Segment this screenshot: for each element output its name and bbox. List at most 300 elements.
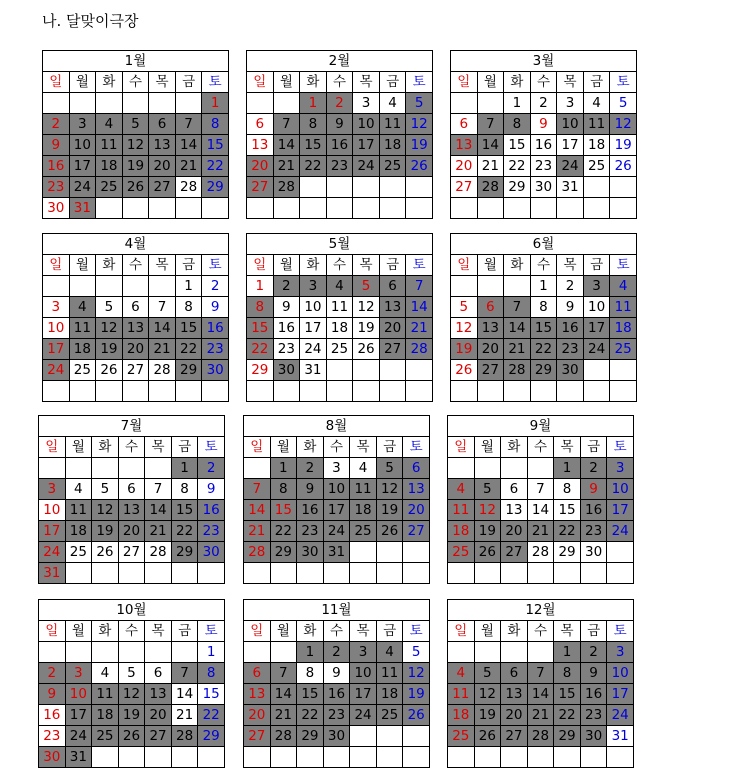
- day-cell: 8: [247, 297, 274, 318]
- empty-cell: [149, 381, 176, 402]
- weekday-header: 화: [96, 72, 123, 93]
- day-cell: 31: [300, 360, 327, 381]
- day-cell: 7: [406, 276, 433, 297]
- weekday-header: 수: [118, 621, 145, 642]
- day-cell: 23: [530, 156, 557, 177]
- day-cell: 24: [300, 339, 327, 360]
- month-calendar: [246, 50, 433, 219]
- day-cell: 4: [69, 297, 96, 318]
- day-cell: 30: [273, 360, 300, 381]
- day-cell: 1: [171, 458, 198, 479]
- day-cell: 30: [202, 360, 229, 381]
- day-cell: 6: [122, 297, 149, 318]
- empty-cell: [610, 360, 637, 381]
- empty-cell: [557, 381, 584, 402]
- empty-cell: [69, 276, 96, 297]
- day-cell: 17: [350, 684, 377, 705]
- day-cell: 24: [65, 726, 92, 747]
- month-title: 10월: [39, 600, 225, 621]
- day-cell: 3: [607, 458, 634, 479]
- empty-cell: [580, 563, 607, 584]
- day-cell: 9: [326, 114, 353, 135]
- day-cell: 21: [244, 521, 271, 542]
- weekday-header: 일: [451, 255, 478, 276]
- month-calendar: [38, 599, 225, 768]
- day-cell: 26: [474, 542, 501, 563]
- day-cell: 17: [69, 156, 96, 177]
- weekday-header: 금: [175, 255, 202, 276]
- day-cell: 30: [580, 542, 607, 563]
- day-cell: 29: [530, 360, 557, 381]
- day-cell: 20: [247, 156, 274, 177]
- day-cell: 21: [273, 156, 300, 177]
- day-cell: 2: [580, 642, 607, 663]
- day-cell: 3: [39, 479, 66, 500]
- empty-cell: [477, 93, 504, 114]
- day-cell: 20: [379, 318, 406, 339]
- day-cell: 31: [557, 177, 584, 198]
- weekday-header: 토: [406, 255, 433, 276]
- day-cell: 12: [353, 297, 380, 318]
- day-cell: 19: [474, 521, 501, 542]
- day-cell: 5: [96, 297, 123, 318]
- empty-cell: [69, 93, 96, 114]
- day-cell: 13: [501, 684, 528, 705]
- empty-cell: [583, 381, 610, 402]
- day-cell: 4: [610, 276, 637, 297]
- day-cell: 1: [175, 276, 202, 297]
- weekday-header: 목: [353, 255, 380, 276]
- day-cell: 26: [403, 705, 430, 726]
- day-cell: 25: [448, 726, 475, 747]
- weekday-header: 화: [96, 255, 123, 276]
- day-cell: 26: [118, 726, 145, 747]
- empty-cell: [610, 177, 637, 198]
- day-cell: 9: [39, 684, 66, 705]
- empty-cell: [122, 198, 149, 219]
- empty-cell: [43, 93, 70, 114]
- day-cell: 14: [244, 500, 271, 521]
- empty-cell: [118, 642, 145, 663]
- empty-cell: [326, 381, 353, 402]
- month-title: 9월: [448, 416, 634, 437]
- day-cell: 19: [406, 135, 433, 156]
- day-cell: 10: [69, 135, 96, 156]
- weekday-header: 일: [451, 72, 478, 93]
- day-cell: 8: [297, 663, 324, 684]
- day-cell: 27: [477, 360, 504, 381]
- weekday-header: 일: [448, 437, 475, 458]
- empty-cell: [474, 563, 501, 584]
- weekday-header: 수: [527, 621, 554, 642]
- empty-cell: [379, 177, 406, 198]
- empty-cell: [530, 198, 557, 219]
- day-cell: 20: [118, 521, 145, 542]
- day-cell: 6: [149, 114, 176, 135]
- empty-cell: [244, 642, 271, 663]
- day-cell: 1: [198, 642, 225, 663]
- day-cell: 14: [149, 318, 176, 339]
- weekday-header: 금: [583, 255, 610, 276]
- day-cell: 10: [39, 500, 66, 521]
- day-cell: 25: [65, 542, 92, 563]
- day-cell: 3: [300, 276, 327, 297]
- empty-cell: [92, 563, 119, 584]
- day-cell: 3: [65, 663, 92, 684]
- weekday-header: 일: [43, 255, 70, 276]
- empty-cell: [247, 198, 274, 219]
- day-cell: 29: [247, 360, 274, 381]
- empty-cell: [39, 642, 66, 663]
- day-cell: 20: [501, 521, 528, 542]
- weekday-header: 수: [326, 255, 353, 276]
- day-cell: 2: [297, 458, 324, 479]
- day-cell: 17: [300, 318, 327, 339]
- empty-cell: [202, 381, 229, 402]
- weekday-header: 수: [122, 255, 149, 276]
- day-cell: 30: [557, 360, 584, 381]
- month-calendar: [42, 50, 229, 219]
- day-cell: 29: [554, 726, 581, 747]
- weekday-header: 금: [379, 255, 406, 276]
- empty-cell: [403, 747, 430, 768]
- weekday-header: 화: [501, 437, 528, 458]
- empty-cell: [96, 276, 123, 297]
- day-cell: 24: [350, 705, 377, 726]
- month-title: 1월: [43, 51, 229, 72]
- weekday-header: 화: [504, 72, 531, 93]
- day-cell: 7: [527, 663, 554, 684]
- day-cell: 8: [202, 114, 229, 135]
- day-cell: 20: [244, 705, 271, 726]
- day-cell: 20: [149, 156, 176, 177]
- day-cell: 10: [607, 479, 634, 500]
- day-cell: 30: [39, 747, 66, 768]
- day-cell: 22: [171, 521, 198, 542]
- day-cell: 5: [92, 479, 119, 500]
- day-cell: 12: [118, 684, 145, 705]
- empty-cell: [527, 458, 554, 479]
- day-cell: 15: [247, 318, 274, 339]
- weekday-header: 금: [171, 621, 198, 642]
- day-cell: 5: [474, 479, 501, 500]
- day-cell: 19: [610, 135, 637, 156]
- empty-cell: [406, 360, 433, 381]
- day-cell: 15: [297, 684, 324, 705]
- day-cell: 7: [273, 114, 300, 135]
- empty-cell: [583, 177, 610, 198]
- day-cell: 3: [353, 93, 380, 114]
- day-cell: 20: [403, 500, 430, 521]
- day-cell: 31: [69, 198, 96, 219]
- empty-cell: [527, 563, 554, 584]
- day-cell: 11: [69, 318, 96, 339]
- empty-cell: [474, 747, 501, 768]
- day-cell: 19: [92, 521, 119, 542]
- day-cell: 2: [43, 114, 70, 135]
- weekday-header: 월: [270, 437, 297, 458]
- day-cell: 5: [474, 663, 501, 684]
- empty-cell: [65, 563, 92, 584]
- day-cell: 12: [610, 114, 637, 135]
- day-cell: 23: [198, 521, 225, 542]
- day-cell: 30: [530, 177, 557, 198]
- weekday-header: 월: [273, 72, 300, 93]
- weekday-header: 월: [69, 72, 96, 93]
- month-title: 11월: [244, 600, 430, 621]
- day-cell: 25: [350, 521, 377, 542]
- weekday-header: 목: [149, 255, 176, 276]
- day-cell: 16: [557, 318, 584, 339]
- weekday-header: 목: [557, 72, 584, 93]
- weekday-header: 목: [145, 437, 172, 458]
- day-cell: 7: [527, 479, 554, 500]
- empty-cell: [96, 381, 123, 402]
- day-cell: 16: [580, 500, 607, 521]
- empty-cell: [353, 177, 380, 198]
- day-cell: 31: [607, 726, 634, 747]
- day-cell: 16: [580, 684, 607, 705]
- day-cell: 17: [39, 521, 66, 542]
- day-cell: 8: [554, 479, 581, 500]
- day-cell: 22: [247, 339, 274, 360]
- weekday-header: 화: [300, 255, 327, 276]
- empty-cell: [403, 726, 430, 747]
- empty-cell: [96, 93, 123, 114]
- weekday-header: 일: [39, 437, 66, 458]
- day-cell: 24: [69, 177, 96, 198]
- empty-cell: [69, 381, 96, 402]
- weekday-header: 수: [530, 72, 557, 93]
- empty-cell: [326, 198, 353, 219]
- empty-cell: [297, 747, 324, 768]
- empty-cell: [610, 381, 637, 402]
- day-cell: 6: [451, 114, 478, 135]
- day-cell: 1: [297, 642, 324, 663]
- day-cell: 23: [580, 521, 607, 542]
- month-calendar: [42, 233, 229, 402]
- day-cell: 15: [202, 135, 229, 156]
- day-cell: 5: [610, 93, 637, 114]
- day-cell: 27: [118, 542, 145, 563]
- day-cell: 13: [403, 479, 430, 500]
- weekday-header: 월: [474, 621, 501, 642]
- weekday-header: 목: [145, 621, 172, 642]
- day-cell: 13: [501, 500, 528, 521]
- day-cell: 5: [376, 458, 403, 479]
- empty-cell: [530, 381, 557, 402]
- day-cell: 15: [504, 135, 531, 156]
- day-cell: 21: [149, 339, 176, 360]
- weekday-header: 금: [580, 621, 607, 642]
- empty-cell: [504, 198, 531, 219]
- day-cell: 2: [580, 458, 607, 479]
- day-cell: 21: [145, 521, 172, 542]
- day-cell: 18: [350, 500, 377, 521]
- empty-cell: [501, 563, 528, 584]
- day-cell: 28: [273, 177, 300, 198]
- empty-cell: [300, 177, 327, 198]
- day-cell: 12: [122, 135, 149, 156]
- day-cell: 17: [607, 500, 634, 521]
- empty-cell: [323, 747, 350, 768]
- weekday-header: 목: [557, 255, 584, 276]
- day-cell: 17: [323, 500, 350, 521]
- day-cell: 5: [118, 663, 145, 684]
- day-cell: 18: [69, 339, 96, 360]
- weekday-header: 화: [504, 255, 531, 276]
- day-cell: 8: [198, 663, 225, 684]
- day-cell: 22: [530, 339, 557, 360]
- empty-cell: [175, 198, 202, 219]
- day-cell: 1: [554, 458, 581, 479]
- day-cell: 12: [403, 663, 430, 684]
- empty-cell: [504, 381, 531, 402]
- day-cell: 7: [504, 297, 531, 318]
- day-cell: 30: [198, 542, 225, 563]
- empty-cell: [247, 93, 274, 114]
- day-cell: 10: [583, 297, 610, 318]
- day-cell: 4: [448, 663, 475, 684]
- empty-cell: [527, 747, 554, 768]
- weekday-header: 일: [43, 72, 70, 93]
- empty-cell: [474, 642, 501, 663]
- day-cell: 24: [607, 521, 634, 542]
- day-cell: 25: [583, 156, 610, 177]
- day-cell: 27: [379, 339, 406, 360]
- day-cell: 18: [583, 135, 610, 156]
- weekday-header: 월: [65, 621, 92, 642]
- weekday-header: 토: [607, 437, 634, 458]
- empty-cell: [273, 93, 300, 114]
- weekday-header: 수: [122, 72, 149, 93]
- weekday-header: 화: [92, 437, 119, 458]
- day-cell: 11: [92, 684, 119, 705]
- empty-cell: [65, 642, 92, 663]
- day-cell: 26: [474, 726, 501, 747]
- day-cell: 14: [145, 500, 172, 521]
- day-cell: 1: [300, 93, 327, 114]
- day-cell: 9: [297, 479, 324, 500]
- empty-cell: [583, 360, 610, 381]
- day-cell: 1: [270, 458, 297, 479]
- day-cell: 7: [175, 114, 202, 135]
- empty-cell: [501, 747, 528, 768]
- weekday-header: 토: [202, 72, 229, 93]
- month-title: 6월: [451, 234, 637, 255]
- empty-cell: [580, 747, 607, 768]
- day-cell: 6: [477, 297, 504, 318]
- day-cell: 28: [149, 360, 176, 381]
- empty-cell: [607, 747, 634, 768]
- day-cell: 2: [323, 642, 350, 663]
- day-cell: 5: [451, 297, 478, 318]
- day-cell: 24: [39, 542, 66, 563]
- month-title: 3월: [451, 51, 637, 72]
- weekday-header: 월: [270, 621, 297, 642]
- day-cell: 28: [527, 726, 554, 747]
- day-cell: 12: [451, 318, 478, 339]
- day-cell: 31: [323, 542, 350, 563]
- day-cell: 25: [326, 339, 353, 360]
- empty-cell: [554, 747, 581, 768]
- day-cell: 25: [448, 542, 475, 563]
- day-cell: 7: [149, 297, 176, 318]
- day-cell: 13: [247, 135, 274, 156]
- empty-cell: [297, 563, 324, 584]
- day-cell: 16: [43, 156, 70, 177]
- empty-cell: [406, 381, 433, 402]
- day-cell: 10: [557, 114, 584, 135]
- day-cell: 2: [530, 93, 557, 114]
- empty-cell: [149, 93, 176, 114]
- day-cell: 30: [323, 726, 350, 747]
- day-cell: 6: [501, 479, 528, 500]
- day-cell: 28: [270, 726, 297, 747]
- day-cell: 2: [326, 93, 353, 114]
- weekday-header: 금: [379, 72, 406, 93]
- day-cell: 11: [448, 500, 475, 521]
- day-cell: 24: [583, 339, 610, 360]
- day-cell: 13: [122, 318, 149, 339]
- day-cell: 6: [145, 663, 172, 684]
- day-cell: 19: [122, 156, 149, 177]
- weekday-header: 일: [244, 437, 271, 458]
- empty-cell: [122, 381, 149, 402]
- day-cell: 16: [297, 500, 324, 521]
- weekday-header: 토: [607, 621, 634, 642]
- day-cell: 14: [273, 135, 300, 156]
- day-cell: 21: [171, 705, 198, 726]
- weekday-header: 금: [171, 437, 198, 458]
- day-cell: 20: [451, 156, 478, 177]
- day-cell: 16: [323, 684, 350, 705]
- day-cell: 22: [202, 156, 229, 177]
- day-cell: 13: [477, 318, 504, 339]
- day-cell: 5: [122, 114, 149, 135]
- day-cell: 8: [554, 663, 581, 684]
- empty-cell: [244, 563, 271, 584]
- month-calendar: [38, 415, 225, 584]
- day-cell: 6: [403, 458, 430, 479]
- weekday-header: 금: [175, 72, 202, 93]
- day-cell: 29: [198, 726, 225, 747]
- day-cell: 9: [557, 297, 584, 318]
- day-cell: 1: [504, 93, 531, 114]
- empty-cell: [451, 381, 478, 402]
- weekday-header: 화: [297, 437, 324, 458]
- empty-cell: [175, 93, 202, 114]
- day-cell: 13: [149, 135, 176, 156]
- empty-cell: [477, 276, 504, 297]
- empty-cell: [244, 747, 271, 768]
- empty-cell: [92, 458, 119, 479]
- day-cell: 20: [122, 339, 149, 360]
- day-cell: 28: [171, 726, 198, 747]
- month-title: 4월: [43, 234, 229, 255]
- weekday-header: 토: [403, 437, 430, 458]
- empty-cell: [504, 276, 531, 297]
- day-cell: 4: [65, 479, 92, 500]
- day-cell: 4: [92, 663, 119, 684]
- day-cell: 7: [145, 479, 172, 500]
- day-cell: 20: [501, 705, 528, 726]
- day-cell: 19: [474, 705, 501, 726]
- empty-cell: [270, 642, 297, 663]
- day-cell: 22: [554, 705, 581, 726]
- day-cell: 25: [69, 360, 96, 381]
- day-cell: 9: [530, 114, 557, 135]
